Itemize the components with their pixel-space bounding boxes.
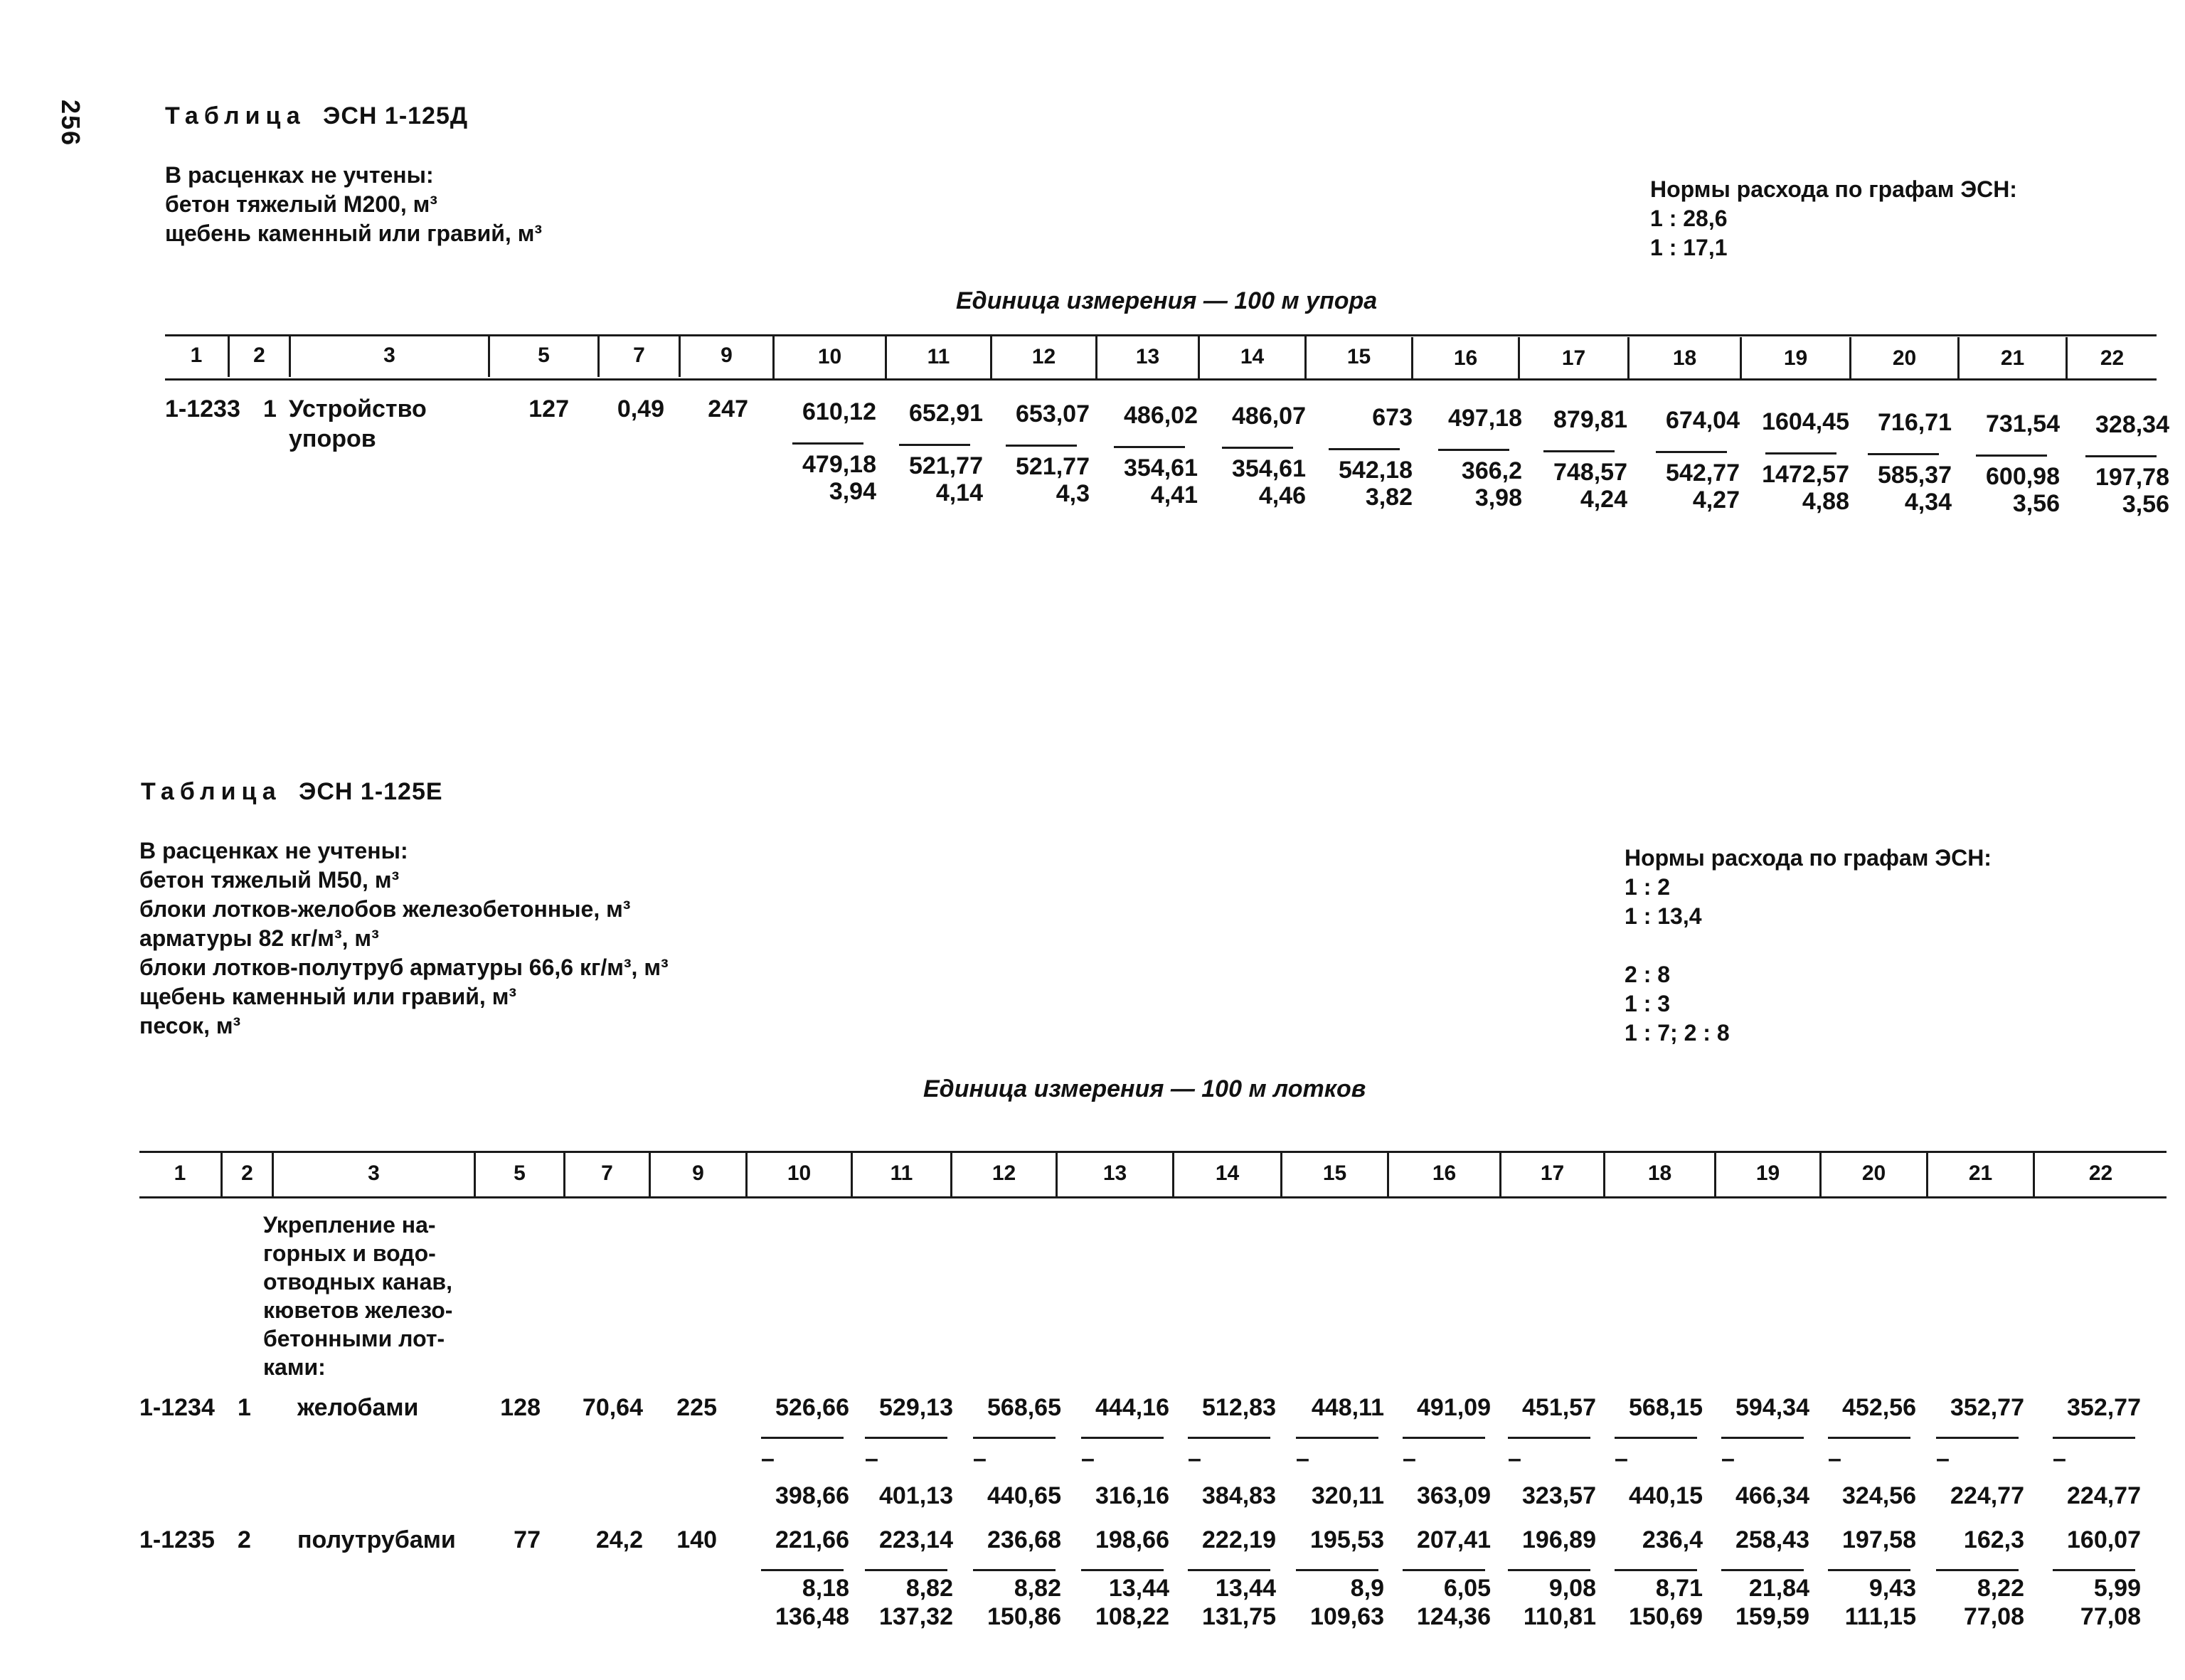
- table1-value-mid: 354,61: [1124, 454, 1198, 482]
- table2-column-header: 13: [1056, 1151, 1172, 1196]
- table2-value-bottom: 440,15: [1629, 1482, 1703, 1509]
- table2-row-name: желобами: [297, 1394, 419, 1421]
- table1-value-top: 731,54: [1986, 410, 2060, 437]
- table1-norms: [1650, 175, 2017, 262]
- table1-column-header: 5: [488, 334, 597, 377]
- table1-value-bottom: 4,88: [1802, 488, 1849, 515]
- table1-title: [165, 102, 468, 130]
- table1-fraction-line: [1765, 452, 1836, 454]
- table2-value-mid: –: [1508, 1445, 1521, 1472]
- table2-not-included-item: блоки лотков-полутруб арматуры 66,6 кг/м³, м³: [139, 955, 669, 980]
- table2-norms-heading: Нормы расхода по графам ЭСН:: [1625, 845, 1992, 871]
- table2-value-mid: –: [1936, 1445, 1950, 1472]
- table2-fraction-line: [1936, 1437, 2019, 1439]
- table2-not-included-heading: В расценках не учтены:: [139, 838, 408, 863]
- table2-group-title-line: Укрепление на-: [263, 1212, 436, 1238]
- table1-value-mid: 585,37: [1878, 462, 1952, 489]
- table2-not-included-item: песок, м³: [139, 1013, 241, 1038]
- table1-value-top: 673: [1372, 404, 1413, 431]
- table2-fraction-line: [1296, 1569, 1378, 1571]
- table1-value-bottom: 3,82: [1365, 484, 1413, 511]
- table2-value-mid: 9,43: [1868, 1575, 1916, 1602]
- table2-value-bottom: 108,22: [1095, 1603, 1169, 1630]
- table2-value-bottom: 136,48: [775, 1603, 849, 1630]
- table2-value-mid: 8,71: [1655, 1575, 1703, 1602]
- table2-norm: 2 : 8: [1625, 962, 1671, 987]
- table2-fraction-line: [1188, 1437, 1270, 1439]
- table1-value-top: 1604,45: [1762, 408, 1849, 435]
- table2-value-top: 444,16: [1095, 1394, 1169, 1421]
- table2-value-mid: –: [1188, 1445, 1201, 1472]
- table1-column-header: 11: [885, 336, 990, 378]
- table1-value-top: 716,71: [1878, 409, 1952, 436]
- table1-value-mid: 542,77: [1666, 459, 1740, 487]
- table1-column-header: 18: [1627, 337, 1740, 380]
- table1-column-header: 2: [228, 334, 289, 377]
- table2-fraction-line: [1296, 1437, 1378, 1439]
- table1-title-prefix: Таблица: [165, 102, 306, 129]
- table1-fraction-line: [1543, 450, 1615, 452]
- table2-value-top: 526,66: [775, 1394, 849, 1421]
- table2-value-top: 451,57: [1522, 1394, 1596, 1421]
- table1-column-header: 19: [1740, 337, 1849, 380]
- table1-fraction-line: [2085, 455, 2157, 457]
- table1-value-bottom: 4,34: [1904, 489, 1952, 516]
- table2-column-header: 9: [649, 1151, 745, 1196]
- table2-value-top: 222,19: [1202, 1526, 1276, 1553]
- table2-value-mid: –: [1081, 1445, 1095, 1472]
- table1-not-included-item: бетон тяжелый М200, м³: [165, 191, 437, 217]
- table2-column-header: 2: [220, 1151, 272, 1196]
- table1-value-top: 486,07: [1232, 403, 1306, 430]
- table2-value-bottom: 109,63: [1310, 1603, 1384, 1630]
- table1-value-top: 652,91: [909, 400, 983, 427]
- table2-title-code: ЭСН 1-125Е: [299, 778, 443, 805]
- table2-value-bottom: 110,81: [1523, 1603, 1596, 1630]
- table2-value-bottom: 323,57: [1522, 1482, 1596, 1509]
- table1-fraction-line: [792, 442, 863, 445]
- table2-fraction-line: [973, 1569, 1056, 1571]
- table2-row-c9: 140: [676, 1526, 717, 1553]
- table1-fraction-line: [1868, 453, 1939, 455]
- table2-value-mid: –: [1403, 1445, 1416, 1472]
- table2-column-header: 19: [1714, 1151, 1819, 1196]
- table2-norm: 1 : 3: [1625, 991, 1671, 1016]
- table2-value-top: 568,65: [987, 1394, 1061, 1421]
- table2-value-top: 198,66: [1095, 1526, 1169, 1553]
- table1-value-mid: 366,2: [1461, 457, 1522, 484]
- table1-column-header: 21: [1957, 337, 2066, 380]
- table2-column-header: 7: [563, 1151, 649, 1196]
- table1-value-mid: 1472,57: [1762, 461, 1849, 488]
- table2-value-top: 196,89: [1522, 1526, 1596, 1553]
- table1-value-bottom: 4,41: [1150, 482, 1198, 509]
- table1-column-header: 17: [1518, 337, 1627, 380]
- table2-value-mid: 5,99: [2093, 1575, 2141, 1602]
- table1-value-bottom: 3,98: [1474, 484, 1522, 511]
- table2-fraction-line: [865, 1437, 947, 1439]
- table2-column-header: 21: [1926, 1151, 2033, 1196]
- table1-value-top: 328,34: [2095, 411, 2169, 438]
- table1-column-header: 9: [679, 334, 772, 377]
- table1-row-c7: 0,49: [617, 395, 664, 422]
- table1-column-header: 16: [1411, 337, 1518, 380]
- table2-value-mid: –: [1615, 1445, 1628, 1472]
- table2-row-c5: 128: [500, 1394, 541, 1421]
- table2-column-header: 11: [851, 1151, 950, 1196]
- table2-row-c7: 24,2: [595, 1526, 643, 1553]
- table2-column-header: 12: [950, 1151, 1056, 1196]
- table1-fraction-line: [1656, 451, 1727, 453]
- table1-not-included-item: щебень каменный или гравий, м³: [165, 220, 543, 246]
- table1-row-code: 1-1233: [165, 395, 240, 422]
- table2-value-top: 160,07: [2067, 1526, 2141, 1553]
- table2-group-title-line: бетонными лот-: [263, 1326, 445, 1351]
- table2-value-bottom: 384,83: [1202, 1482, 1276, 1509]
- table2-group-title-line: отводных канав,: [263, 1269, 452, 1294]
- table2-fraction-line: [865, 1569, 947, 1571]
- table2-column-header: 18: [1603, 1151, 1714, 1196]
- table2-value-mid: 8,22: [1977, 1575, 2024, 1602]
- table1-value-mid: 354,61: [1232, 455, 1306, 482]
- table2-group-title-line: кюветов железо-: [263, 1297, 453, 1323]
- table2-title-prefix: Таблица: [141, 778, 282, 805]
- table1-fraction-line: [1222, 447, 1293, 449]
- table2-row-num: 1: [238, 1394, 251, 1421]
- table1-row-c5: 127: [528, 395, 569, 422]
- table2-value-bottom: 159,59: [1735, 1603, 1809, 1630]
- table1-value-bottom: 3,56: [2122, 491, 2169, 518]
- table1-unit-label: Единица измерения — 100 м упора: [956, 287, 1378, 314]
- table2-value-bottom: 111,15: [1844, 1603, 1916, 1630]
- table1-value-mid: 600,98: [1986, 463, 2060, 490]
- table2-value-mid: 13,44: [1215, 1575, 1276, 1602]
- table1-value-bottom: 4,14: [935, 479, 983, 506]
- table2-row-c9: 225: [676, 1394, 717, 1421]
- table1-value-bottom: 4,46: [1258, 482, 1306, 509]
- table2-fraction-line: [761, 1569, 844, 1571]
- table1-row-name-line1: Устройство: [289, 395, 427, 422]
- table2-header-bottom-rule: [139, 1196, 2167, 1198]
- table2-row-name: полутрубами: [297, 1526, 456, 1553]
- table2-value-top: 594,34: [1735, 1394, 1809, 1421]
- table1-row-c9: 247: [708, 395, 748, 422]
- table1-value-mid: 521,77: [909, 452, 983, 479]
- table2-fraction-line: [1615, 1437, 1697, 1439]
- table1-fraction-line: [1976, 454, 2047, 457]
- table2-value-top: 223,14: [879, 1526, 953, 1553]
- table2-norm-spacer: [1625, 931, 1992, 960]
- table2-group-title-line: горных и водо-: [263, 1240, 436, 1266]
- table2-row-c5: 77: [514, 1526, 541, 1553]
- table2-value-mid: –: [1721, 1445, 1735, 1472]
- table2-fraction-line: [1828, 1437, 1910, 1439]
- table2-value-mid: 8,82: [1014, 1575, 1061, 1602]
- table2-value-top: 162,3: [1963, 1526, 2024, 1553]
- table2-value-mid: 8,82: [905, 1575, 953, 1602]
- table2-norm: 1 : 13,4: [1625, 903, 1702, 929]
- table1-column-header: 1: [190, 344, 203, 367]
- table1-row-num: 1: [263, 395, 277, 422]
- table1-value-mid: 197,78: [2095, 464, 2169, 491]
- table2-value-bottom: 77,08: [1963, 1603, 2024, 1630]
- table2-value-top: 352,77: [1950, 1394, 2024, 1421]
- table1-norms-heading: Нормы расхода по графам ЭСН:: [1650, 176, 2017, 202]
- table2-value-mid: –: [973, 1445, 987, 1472]
- table1-value-mid: 748,57: [1553, 459, 1627, 486]
- table1-column-header: 20: [1849, 337, 1957, 380]
- table2-norm: 1 : 7; 2 : 8: [1625, 1020, 1730, 1046]
- table2-value-bottom: 440,65: [987, 1482, 1061, 1509]
- table1-row-name-line2: упоров: [289, 425, 376, 452]
- table1-fraction-line: [899, 444, 970, 446]
- table2-not-included-item: арматуры 82 кг/м³, м³: [139, 925, 379, 951]
- table2-value-top: 207,41: [1417, 1526, 1491, 1553]
- table2-value-bottom: 150,86: [987, 1603, 1061, 1630]
- table2-column-header: 3: [272, 1151, 474, 1196]
- table2-value-bottom: 363,09: [1417, 1482, 1491, 1509]
- table2-value-mid: 13,44: [1108, 1575, 1169, 1602]
- table2-value-bottom: 224,77: [2067, 1482, 2141, 1509]
- table2-fraction-line: [1615, 1569, 1697, 1571]
- table1-value-top: 674,04: [1666, 407, 1740, 434]
- table2-fraction-line: [761, 1437, 844, 1439]
- table1-value-bottom: 4,3: [1056, 480, 1090, 507]
- table2-title: [141, 778, 443, 806]
- table1-column-header: 12: [990, 336, 1095, 378]
- table2-row-code: 1-1234: [139, 1394, 215, 1421]
- table2-value-bottom: 150,69: [1629, 1603, 1703, 1630]
- table2-fraction-line: [1403, 1569, 1485, 1571]
- table1-column-header: 22: [2066, 337, 2157, 380]
- table2-fraction-line: [1721, 1569, 1804, 1571]
- table2-column-header: 20: [1819, 1151, 1926, 1196]
- table2-norm: 1 : 2: [1625, 874, 1671, 900]
- table1-value-top: 879,81: [1553, 406, 1627, 433]
- table1-value-top: 497,18: [1448, 405, 1522, 432]
- table2-value-top: 197,58: [1842, 1526, 1916, 1553]
- table2-row-num: 2: [238, 1526, 251, 1553]
- table2-value-mid: –: [865, 1445, 878, 1472]
- table2-value-bottom: 131,75: [1202, 1603, 1276, 1630]
- table1-value-bottom: 3,56: [2012, 490, 2060, 517]
- table2-value-mid: 9,08: [1548, 1575, 1596, 1602]
- table2-fraction-line: [1081, 1437, 1164, 1439]
- table2-value-mid: –: [761, 1445, 775, 1472]
- table2-value-top: 529,13: [879, 1394, 953, 1421]
- table1-column-header: 10: [772, 336, 885, 378]
- table2-value-top: 195,53: [1310, 1526, 1384, 1553]
- table2-value-top: 236,68: [987, 1526, 1061, 1553]
- table1-column-header: 3: [289, 334, 488, 377]
- table1-title-code: ЭСН 1-125Д: [323, 102, 469, 129]
- table2-value-bottom: 137,32: [879, 1603, 953, 1630]
- table1-fraction-line: [1329, 448, 1400, 450]
- table2-column-header: 16: [1387, 1151, 1499, 1196]
- table1-value-mid: 479,18: [802, 451, 876, 478]
- table1-column-header: 15: [1304, 336, 1411, 378]
- table2-unit-label: Единица измерения — 100 м лотков: [923, 1075, 1366, 1102]
- table2-row-code: 1-1235: [139, 1526, 215, 1553]
- table2-value-top: 512,83: [1202, 1394, 1276, 1421]
- table2-column-header: 5: [474, 1151, 563, 1196]
- table2-fraction-line: [2053, 1437, 2135, 1439]
- table2-row-c7: 70,64: [582, 1394, 643, 1421]
- table2-fraction-line: [1508, 1569, 1590, 1571]
- table2-fraction-line: [1936, 1569, 2019, 1571]
- table2-column-header: 22: [2033, 1151, 2167, 1196]
- table2-value-mid: 8,18: [802, 1575, 849, 1602]
- table2-value-mid: 21,84: [1748, 1575, 1809, 1602]
- table1-value-top: 653,07: [1016, 400, 1090, 427]
- table1-value-mid: 521,77: [1016, 453, 1090, 480]
- table2-column-header: 14: [1172, 1151, 1280, 1196]
- table2-not-included: [139, 836, 669, 1041]
- table2-norms: [1625, 844, 1992, 1048]
- table2-not-included-item: блоки лотков-желобов железобетонные, м³: [139, 896, 631, 922]
- table2-value-mid: –: [1296, 1445, 1309, 1472]
- table2-value-bottom: 316,16: [1095, 1482, 1169, 1509]
- table2-value-top: 491,09: [1417, 1394, 1491, 1421]
- table2-column-header: 15: [1280, 1151, 1387, 1196]
- table2-value-top: 568,15: [1629, 1394, 1703, 1421]
- table1-norm: 1 : 28,6: [1650, 206, 1728, 231]
- table2-value-mid: 6,05: [1443, 1575, 1491, 1602]
- table2-column-header: 10: [745, 1151, 851, 1196]
- table1-column-header: 14: [1198, 336, 1304, 378]
- table1-not-included-heading: В расценках не учтены:: [165, 162, 434, 188]
- table2-value-top: 236,4: [1642, 1526, 1703, 1553]
- table1-column-header: 13: [1095, 336, 1198, 378]
- table2-value-top: 352,77: [2067, 1394, 2141, 1421]
- table1-value-bottom: 3,94: [829, 478, 876, 505]
- table2-not-included-item: бетон тяжелый М50, м³: [139, 867, 400, 893]
- table1-norm: 1 : 17,1: [1650, 235, 1728, 260]
- table2-fraction-line: [2053, 1569, 2135, 1571]
- table1-fraction-line: [1438, 449, 1509, 451]
- table1-fraction-line: [1114, 446, 1185, 448]
- table1-value-mid: 542,18: [1339, 457, 1413, 484]
- table2-value-bottom: 401,13: [879, 1482, 953, 1509]
- table2-fraction-line: [1721, 1437, 1804, 1439]
- table2-value-top: 448,11: [1311, 1394, 1384, 1421]
- table2-fraction-line: [973, 1437, 1056, 1439]
- table2-value-mid: 8,9: [1350, 1575, 1384, 1602]
- table2-fraction-line: [1508, 1437, 1590, 1439]
- page-number: 256: [56, 100, 85, 147]
- table2-value-bottom: 320,11: [1311, 1482, 1384, 1509]
- table1-value-bottom: 4,24: [1580, 486, 1627, 513]
- table2-column-header: 17: [1499, 1151, 1603, 1196]
- table2-value-bottom: 324,56: [1842, 1482, 1916, 1509]
- table1-fraction-line: [1006, 445, 1077, 447]
- table2-fraction-line: [1081, 1569, 1164, 1571]
- table1-value-top: 610,12: [802, 398, 876, 425]
- table2-value-top: 258,43: [1735, 1526, 1809, 1553]
- table2-column-header: 1: [174, 1161, 186, 1185]
- table2-value-bottom: 398,66: [775, 1482, 849, 1509]
- table1-column-header: 7: [597, 334, 679, 377]
- table1-value-top: 486,02: [1124, 402, 1198, 429]
- table2-group-title-line: ками:: [263, 1354, 326, 1380]
- table2-fraction-line: [1188, 1569, 1270, 1571]
- table2-value-bottom: 77,08: [2080, 1603, 2141, 1630]
- table2-fraction-line: [1403, 1437, 1485, 1439]
- table1-not-included: [165, 161, 542, 248]
- table2-not-included-item: щебень каменный или гравий, м³: [139, 984, 517, 1009]
- table2-value-bottom: 466,34: [1735, 1482, 1809, 1509]
- table2-value-top: 221,66: [775, 1526, 849, 1553]
- table2-value-mid: –: [2053, 1445, 2066, 1472]
- table2-value-bottom: 124,36: [1417, 1603, 1491, 1630]
- table2-value-top: 452,56: [1842, 1394, 1916, 1421]
- table1-value-bottom: 4,27: [1692, 487, 1740, 514]
- table2-value-mid: –: [1828, 1445, 1841, 1472]
- table2-value-bottom: 224,77: [1950, 1482, 2024, 1509]
- table2-fraction-line: [1828, 1569, 1910, 1571]
- table1-header-bottom-rule: [165, 378, 2157, 381]
